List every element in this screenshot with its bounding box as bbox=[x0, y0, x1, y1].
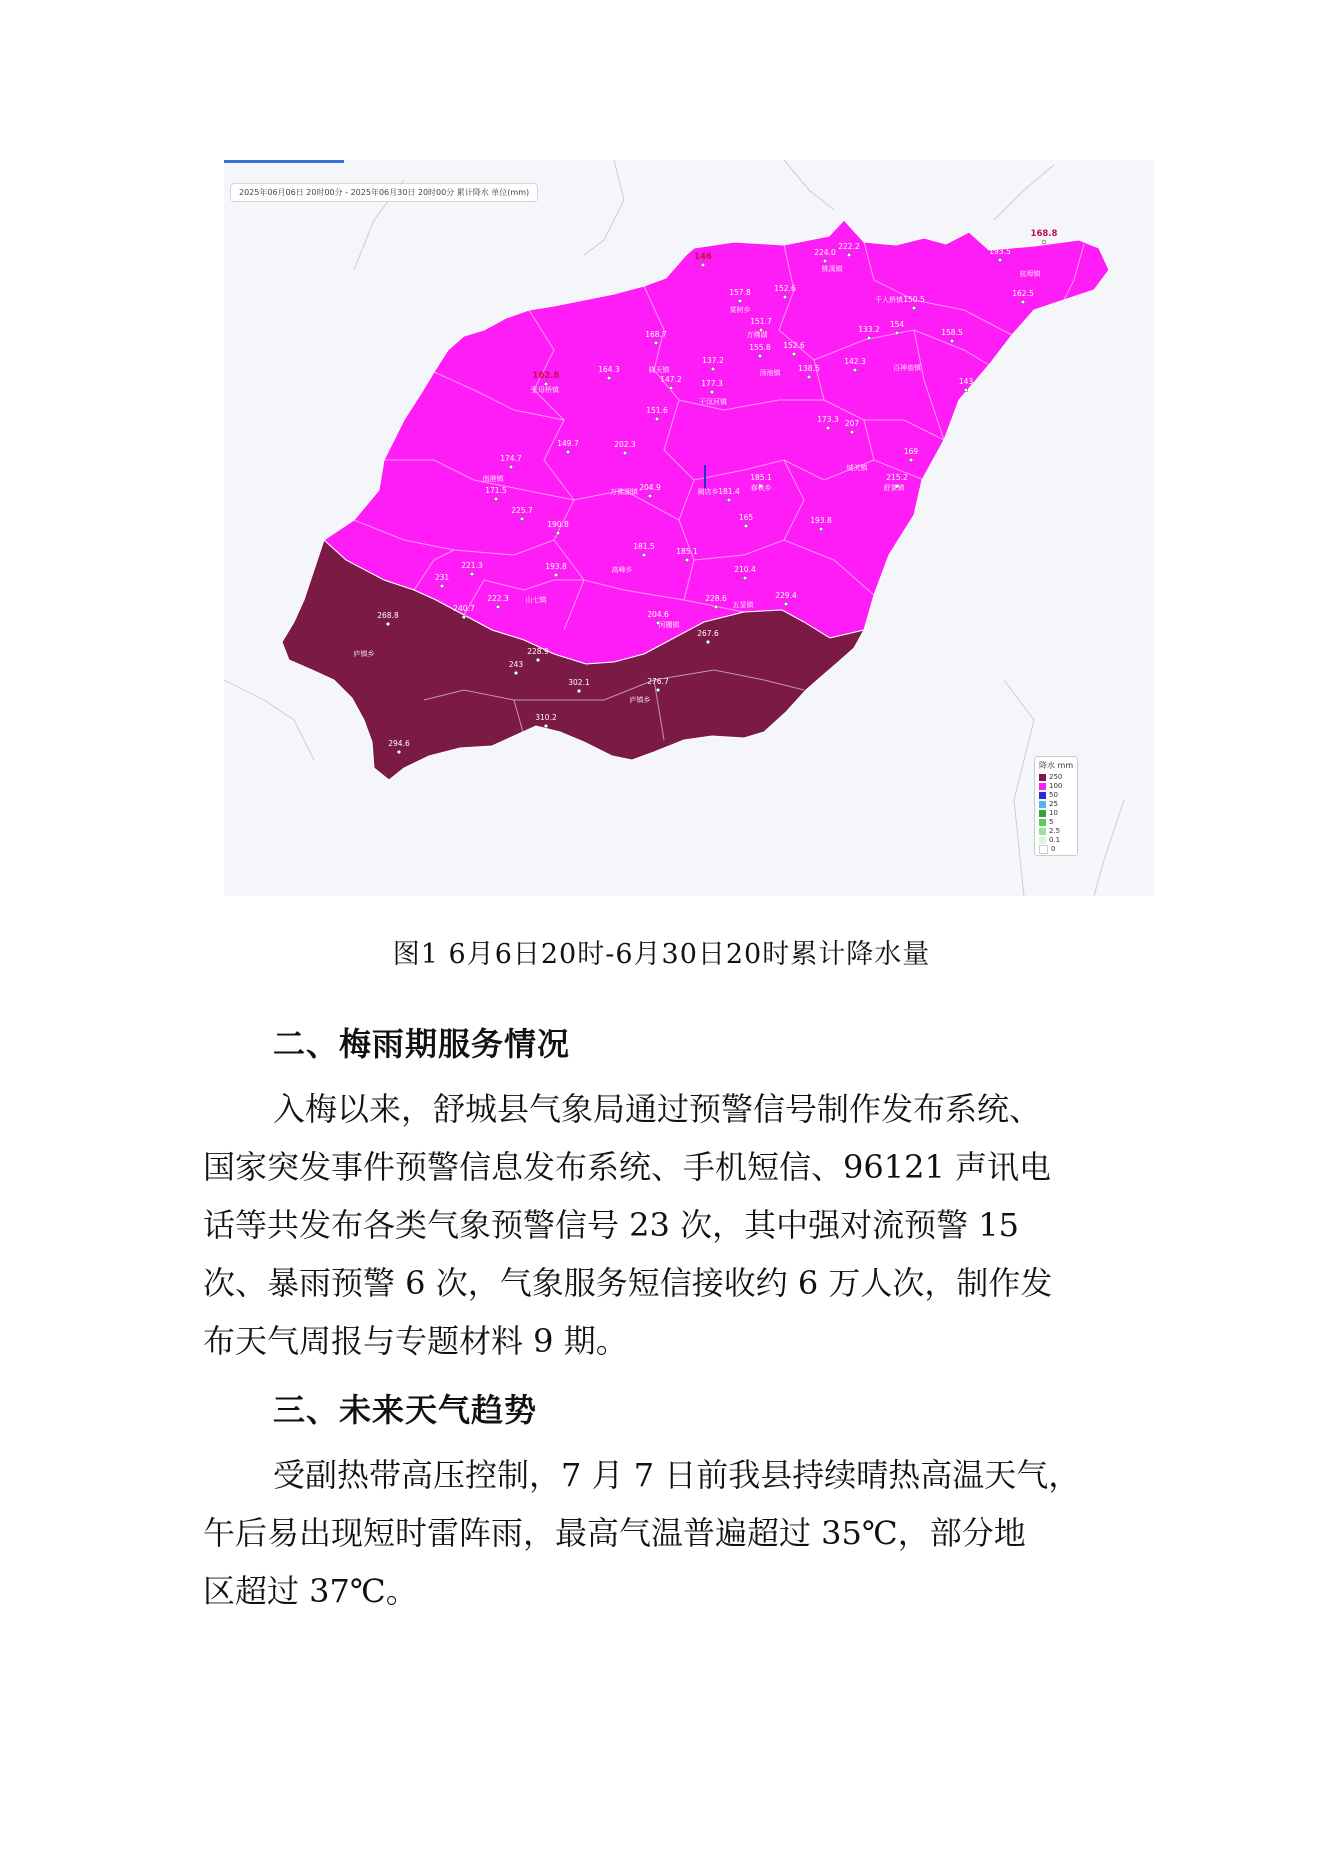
station-dot bbox=[807, 375, 811, 379]
station-dot bbox=[710, 390, 714, 394]
place-name-label: 城关镇 bbox=[846, 464, 868, 472]
station-dot bbox=[544, 724, 548, 728]
station-dot bbox=[607, 376, 611, 380]
place-name-label: 阙店乡 bbox=[697, 488, 719, 496]
station-value-label: 169 bbox=[903, 447, 919, 456]
station-value-label: 221.3 bbox=[461, 561, 483, 570]
legend-swatch bbox=[1039, 837, 1046, 844]
legend-swatch bbox=[1039, 792, 1046, 799]
station-value-label: 276.7 bbox=[647, 677, 669, 686]
place-name-label: 汤池镇 bbox=[759, 369, 781, 377]
station-dot bbox=[850, 430, 854, 434]
place-name-label: 张母桥镇 bbox=[531, 386, 559, 394]
station-value-label: 268.8 bbox=[377, 611, 399, 620]
section2-line: 次、暴雨预警 6 次，气象服务短信接收约 6 万人次，制作发 bbox=[203, 1264, 1053, 1302]
legend-label: 2.5 bbox=[1049, 827, 1061, 835]
section3-paragraph bbox=[203, 1446, 1123, 1620]
station-value-label: 193.5 bbox=[989, 247, 1011, 256]
legend-swatch bbox=[1039, 828, 1046, 835]
station-value-label: 240.7 bbox=[453, 604, 475, 613]
station-dot bbox=[867, 336, 871, 340]
station-value-label: 133.2 bbox=[858, 325, 880, 334]
section2-heading: 二、梅雨期服务情况 bbox=[273, 1025, 571, 1063]
station-dot bbox=[792, 352, 796, 356]
legend-item bbox=[1035, 782, 1077, 791]
place-name-label: 春秋乡 bbox=[750, 484, 772, 492]
station-value-label: 231 bbox=[434, 573, 450, 582]
station-dot bbox=[853, 368, 857, 372]
station-dot bbox=[470, 572, 474, 576]
station-value-label: 224.0 bbox=[814, 248, 836, 257]
legend-swatch bbox=[1039, 845, 1048, 854]
section3-line: 午后易出现短时雷阵雨，最高气温普遍超过 35℃，部分地 bbox=[203, 1514, 1026, 1552]
station-dot bbox=[1021, 300, 1025, 304]
station-value-label: 164.3 bbox=[598, 365, 620, 374]
station-value-label: 158.5 bbox=[941, 328, 963, 337]
station-dot bbox=[556, 531, 560, 535]
place-name-label: 南港镇 bbox=[482, 475, 504, 483]
station-value-label: 204.9 bbox=[639, 483, 661, 492]
legend-swatch bbox=[1039, 801, 1046, 808]
station-value-label: 177.3 bbox=[701, 379, 723, 388]
station-dot bbox=[950, 339, 954, 343]
station-dot bbox=[783, 295, 787, 299]
station-value-label: 228.9 bbox=[527, 647, 549, 656]
place-name-label: 庐镇乡 bbox=[353, 650, 375, 658]
legend-item bbox=[1035, 773, 1077, 782]
station-value-label: 151.7 bbox=[750, 317, 772, 326]
legend-label: 0 bbox=[1051, 845, 1056, 853]
legend-title: 降水 mm bbox=[1039, 761, 1074, 770]
place-name-label: 杭埠镇 bbox=[1019, 270, 1041, 278]
station-value-label: 193.8 bbox=[810, 516, 832, 525]
station-dot bbox=[669, 386, 673, 390]
station-value-label: 190.8 bbox=[547, 520, 569, 529]
station-value-label: 150.5 bbox=[903, 295, 925, 304]
station-value-label: 181.4 bbox=[718, 487, 740, 496]
station-value-label: 142.3 bbox=[844, 357, 866, 366]
legend-swatch bbox=[1039, 774, 1046, 781]
station-value-label: 162.8 bbox=[532, 371, 560, 381]
station-value-label: 228.6 bbox=[705, 594, 727, 603]
station-value-label: 294.6 bbox=[388, 739, 410, 748]
station-dot bbox=[1042, 240, 1046, 244]
station-dot bbox=[819, 527, 823, 531]
station-dot bbox=[758, 354, 762, 358]
section2-line: 布天气周报与专题材料 9 期。 bbox=[203, 1322, 628, 1360]
station-value-label: 137.2 bbox=[702, 356, 724, 365]
legend-swatch bbox=[1039, 783, 1046, 790]
station-dot bbox=[496, 605, 500, 609]
station-value-label: 193.8 bbox=[545, 562, 567, 571]
place-name-label: 高峰乡 bbox=[611, 566, 633, 574]
station-value-label: 222.3 bbox=[487, 594, 509, 603]
station-dot bbox=[577, 689, 581, 693]
station-value-label: 310.2 bbox=[535, 713, 557, 722]
map-title: 2025年06月06日 20时00分 - 2025年06月30日 20时00分 累计降水 单位(mm) bbox=[230, 183, 538, 202]
place-name-label: 山七镇 bbox=[525, 596, 547, 604]
section3-heading: 三、未来天气趋势 bbox=[273, 1391, 538, 1429]
station-value-label: 157.8 bbox=[729, 288, 751, 297]
station-value-label: 147.2 bbox=[660, 375, 682, 384]
section3-line: 区超过 37℃。 bbox=[203, 1572, 418, 1610]
station-value-label: 138.5 bbox=[798, 364, 820, 373]
legend-item bbox=[1035, 836, 1077, 845]
station-value-label: 146 bbox=[694, 252, 712, 262]
station-value-label: 267.6 bbox=[697, 629, 719, 638]
section2-paragraph bbox=[203, 1080, 1123, 1370]
legend-swatch bbox=[1039, 810, 1046, 817]
legend-label: 250 bbox=[1049, 773, 1063, 781]
station-dot bbox=[509, 465, 513, 469]
legend-label: 5 bbox=[1049, 818, 1054, 826]
legend-item bbox=[1035, 827, 1077, 836]
place-name-label: 桃溪镇 bbox=[821, 265, 843, 273]
station-dot bbox=[440, 584, 444, 588]
section2-line: 国家突发事件预警信息发布系统、手机短信、96121 声讯电 bbox=[203, 1148, 1051, 1186]
place-name-label: 万佛湖 bbox=[746, 331, 768, 339]
station-dot bbox=[494, 497, 498, 501]
station-value-label: 165 bbox=[738, 513, 754, 522]
section2-line: 话等共发布各类气象预警信号 23 次，其中强对流预警 15 bbox=[203, 1206, 1019, 1244]
legend-label: 10 bbox=[1049, 809, 1058, 817]
station-value-label: 185.1 bbox=[750, 473, 772, 482]
station-dot bbox=[706, 640, 710, 644]
station-dot bbox=[847, 253, 851, 257]
legend-item bbox=[1035, 791, 1077, 800]
station-dot bbox=[520, 517, 524, 521]
station-dot bbox=[536, 658, 540, 662]
station-value-label: 143 bbox=[958, 377, 974, 386]
map-canvas bbox=[224, 160, 1154, 896]
station-value-label: 181.5 bbox=[633, 542, 655, 551]
station-value-label: 243 bbox=[508, 660, 524, 669]
station-value-label: 225.7 bbox=[511, 506, 533, 515]
station-value-label: 210.4 bbox=[734, 565, 756, 574]
station-dot bbox=[654, 341, 658, 345]
legend-items bbox=[1035, 773, 1077, 854]
place-name-label: 五显镇 bbox=[732, 601, 754, 609]
station-dot bbox=[642, 553, 646, 557]
station-dot bbox=[685, 558, 689, 562]
station-dot bbox=[744, 524, 748, 528]
station-dot bbox=[895, 331, 899, 335]
station-dot bbox=[998, 258, 1002, 262]
station-value-label: 173.3 bbox=[817, 415, 839, 424]
station-dot bbox=[784, 602, 788, 606]
figure-caption: 图1 6月6日20时-6月30日20时累计降水量 bbox=[392, 939, 931, 970]
station-value-label: 152.6 bbox=[783, 341, 805, 350]
station-value-label: 207 bbox=[844, 419, 860, 428]
station-dot bbox=[623, 451, 627, 455]
station-dot bbox=[711, 367, 715, 371]
station-value-label: 154 bbox=[889, 320, 905, 329]
station-dot bbox=[701, 263, 705, 267]
station-value-label: 168.8 bbox=[1030, 229, 1058, 239]
station-value-label: 204.6 bbox=[647, 610, 669, 619]
station-dot bbox=[462, 615, 466, 619]
station-value-label: 302.1 bbox=[568, 678, 590, 687]
station-dot bbox=[566, 450, 570, 454]
station-value-label: 171.5 bbox=[485, 486, 507, 495]
station-value-label: 202.3 bbox=[614, 440, 636, 449]
legend-label: 50 bbox=[1049, 791, 1058, 799]
station-dot bbox=[397, 750, 401, 754]
station-value-label: 149.7 bbox=[557, 439, 579, 448]
station-value-label: 222.2 bbox=[838, 242, 860, 251]
station-dot bbox=[743, 576, 747, 580]
section3-line: 受副热带高压控制，7 月 7 日前我县持续晴热高温天气， bbox=[273, 1456, 1081, 1494]
place-name-label: 晓天镇 bbox=[648, 366, 670, 374]
station-dot bbox=[826, 426, 830, 430]
station-dot bbox=[727, 498, 731, 502]
legend-label: 25 bbox=[1049, 800, 1058, 808]
place-name-label: 河棚镇 bbox=[658, 621, 680, 629]
station-dot bbox=[656, 688, 660, 692]
legend-label: 100 bbox=[1049, 782, 1063, 790]
section2-line: 入梅以来，舒城县气象局通过预警信号制作发布系统、 bbox=[273, 1090, 1042, 1128]
place-name-label: 千人桥镇 bbox=[875, 296, 903, 304]
station-dot bbox=[648, 494, 652, 498]
station-dot bbox=[738, 299, 742, 303]
precipitation-map bbox=[224, 160, 1154, 896]
station-dot bbox=[912, 306, 916, 310]
station-value-label: 162.5 bbox=[1012, 289, 1034, 298]
place-name-label: 舒茶镇 bbox=[883, 484, 905, 492]
station-dot bbox=[909, 458, 913, 462]
legend-item bbox=[1035, 800, 1077, 809]
station-dot bbox=[823, 259, 827, 263]
map-legend bbox=[1034, 756, 1078, 856]
station-dot bbox=[554, 573, 558, 577]
station-dot bbox=[386, 622, 390, 626]
station-value-label: 174.7 bbox=[500, 454, 522, 463]
station-value-label: 151.6 bbox=[646, 406, 668, 415]
legend-item bbox=[1035, 809, 1077, 818]
place-name-label: 棠树乡 bbox=[729, 306, 751, 314]
legend-item bbox=[1035, 818, 1077, 827]
station-value-label: 155.8 bbox=[749, 343, 771, 352]
place-name-label: 百神庙镇 bbox=[893, 364, 921, 372]
place-name-label: 万佛湖镇 bbox=[610, 488, 638, 496]
station-value-label: 168.7 bbox=[645, 330, 667, 339]
station-value-label: 229.4 bbox=[775, 591, 797, 600]
station-dot bbox=[964, 388, 968, 392]
station-value-label: 185.1 bbox=[676, 547, 698, 556]
legend-swatch bbox=[1039, 819, 1046, 826]
station-dot bbox=[655, 417, 659, 421]
legend-item bbox=[1035, 845, 1077, 854]
station-dot bbox=[714, 605, 718, 609]
station-value-label: 152.6 bbox=[774, 284, 796, 293]
place-name-label: 庐镇乡 bbox=[629, 696, 651, 704]
legend-label: 0.1 bbox=[1049, 836, 1061, 844]
station-value-label: 215.2 bbox=[886, 473, 908, 482]
station-dot bbox=[514, 671, 518, 675]
place-name-label: 干汊河镇 bbox=[699, 398, 727, 406]
